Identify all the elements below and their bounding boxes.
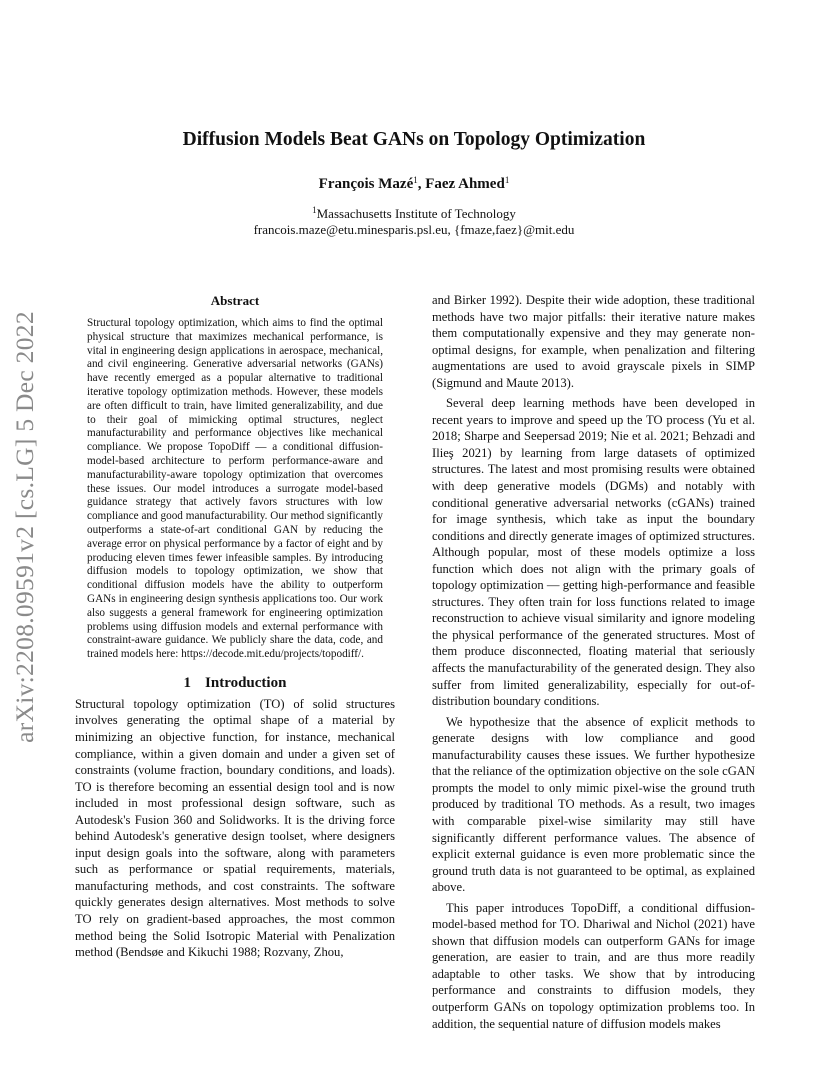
author-separator: , (417, 176, 426, 192)
affiliation-marker: 1 (312, 205, 317, 215)
author-name: Faez Ahmed (425, 176, 505, 192)
affiliation-marker: 1 (413, 175, 418, 185)
affiliation-block (0, 202, 828, 238)
author-line (0, 175, 828, 193)
section-number: 1 (183, 674, 192, 691)
author-emails: francois.maze@etu.minesparis.psl.eu, {fmaze,faez}@mit.edu (253, 222, 575, 237)
affiliation-name: Massachusetts Institute of Technology (316, 206, 516, 221)
body-paragraph: Structural topology optimization (TO) of solid structures involves generating the optimal shape of a material by minimizing an objective function, for instance, mechanical compliance, within a given domain and under a given set of constraints (volume fraction, boundary conditions, and loads). TO is therefore becoming an essential design tool and is now included in most professional design software, such as Autodesk's Fusion 360 and Solidworks. It is the driving force behind Autodesk's generative design toolset, where designers input design goals into the software, along with parameters such as performance or spatial requirements, materials, manufacturing methods, and cost constraints. The software quickly generates design alternatives. Most methods to solve TO rely on gradient-based approaches, the most common method being the Solid Isotropic Material with Penalization method (Bendsøe and Kikuchi 1988; Rozvany, Zhou, (75, 696, 395, 960)
section-heading (75, 674, 395, 692)
body-paragraph: We hypothesize that the absence of explicit methods to generate designs with low compliance and good manufacturability causes these issues. We further hypothesize that the reliance of the optimization objective on the sole cGAN prompts the model to only mimic pixel-wise the ground truth produced by traditional TO methods. As a result, two images with comparable pixel-wise similarity may still have significantly different performance values. The absence of explicit external guidance is even more problematic since the ground truth data is not guaranteed to be optimal, as explained above. (432, 714, 755, 895)
arxiv-identifier: arXiv:2208.09591v2 [cs.LG] 5 Dec 2022 (10, 311, 39, 743)
author-name: François Mazé (318, 176, 414, 192)
left-column (75, 292, 395, 961)
affiliation-line (0, 202, 828, 222)
body-paragraph: Several deep learning methods have been developed in recent years to improve and speed up the TO process (Yu et al. 2018; Sharpe and Seepersad 2019; Nie et al. 2021; Behzadi and Ilieş 2021) by learning from large datasets of optimized structures. The latest and most promising results were obtained with deep generative models (DGMs) and notably with conditional generative adversarial networks (cGANs) trained for image synthesis, which take as input the boundary conditions and directly generate images of optimized structures. Although popular, most of these models optimize a loss function which does not align with the primary goals of topology optimization — getting high-performance and feasible structures. They often train for loss functions related to image reconstruction to achieve visual similarity and ignore modeling the physical performance of the generated structures. Most of them produce disconnected, floating material that seriously affects the manufacturability of the generated design. They also suffer from limited generalizability, especially for out-of-distribution boundary conditions. (432, 396, 755, 709)
affiliation-marker: 1 (504, 175, 510, 185)
section-title: Introduction (205, 674, 287, 691)
right-column (432, 292, 755, 1032)
abstract-text: Structural topology optimization, which aims to find the optimal physical structure that maximizes mechanical performance, is vital in engineering design applications in aerospace, mechanical, and civil engineering. Generative adversarial networks (GANs) have recently emerged as a popular alternative to traditional iterative topology optimization methods. However, these models are often difficult to train, have limited generalizability, and due to their goal of mimicking optimal structures, neglect manufacturability and performance objectives like mechanical compliance. We propose TopoDiff — a conditional diffusion-model-based architecture to perform performance-aware and manufacturability-aware topology optimization that overcomes these issues. Our model introduces a surrogate model-based guidance strategy that actively favors structures with low compliance and good manufacturability. Our method significantly outperforms a state-of-art conditional GAN by reducing the average error on physical performance by a factor of eight and by producing eleven times fewer infeasible samples. By introducing diffusion models to topology optimization, we show that conditional diffusion models have the ability to outperform GANs in engineering design synthesis applications too. Our work also suggests a general framework for engineering optimization problems using diffusion models and external performance with constraint-aware guidance. We publicly share the data, code, and trained models here: https://decode.mit.edu/projects/topodiff/. (87, 317, 383, 661)
body-paragraph: This paper introduces TopoDiff, a conditional diffusion-model-based method for TO. Dhariwal and Nichol (2021) have shown that diffusion models can outperform GANs for image generation, are easier to train, and are thus more readily adaptable to other tasks. We show that by introducing performance and constraints to diffusion models, they outperform GANs on topology optimization problems too. In addition, the sequential nature of diffusion models makes (432, 900, 755, 1031)
body-paragraph: and Birker 1992). Despite their wide adoption, these traditional methods have two major pitfalls: their iterative nature makes them computationally expensive and they may generate non-optimal designs, for example, when penalization and filtering augmentations are used to avoid grayscale pixels in SIMP (Sigmund and Maute 2013). (432, 293, 755, 390)
arxiv-sidebar (6, 292, 44, 762)
paper-title: Diffusion Models Beat GANs on Topology Optimization (182, 129, 646, 150)
abstract-heading: Abstract (210, 293, 260, 308)
